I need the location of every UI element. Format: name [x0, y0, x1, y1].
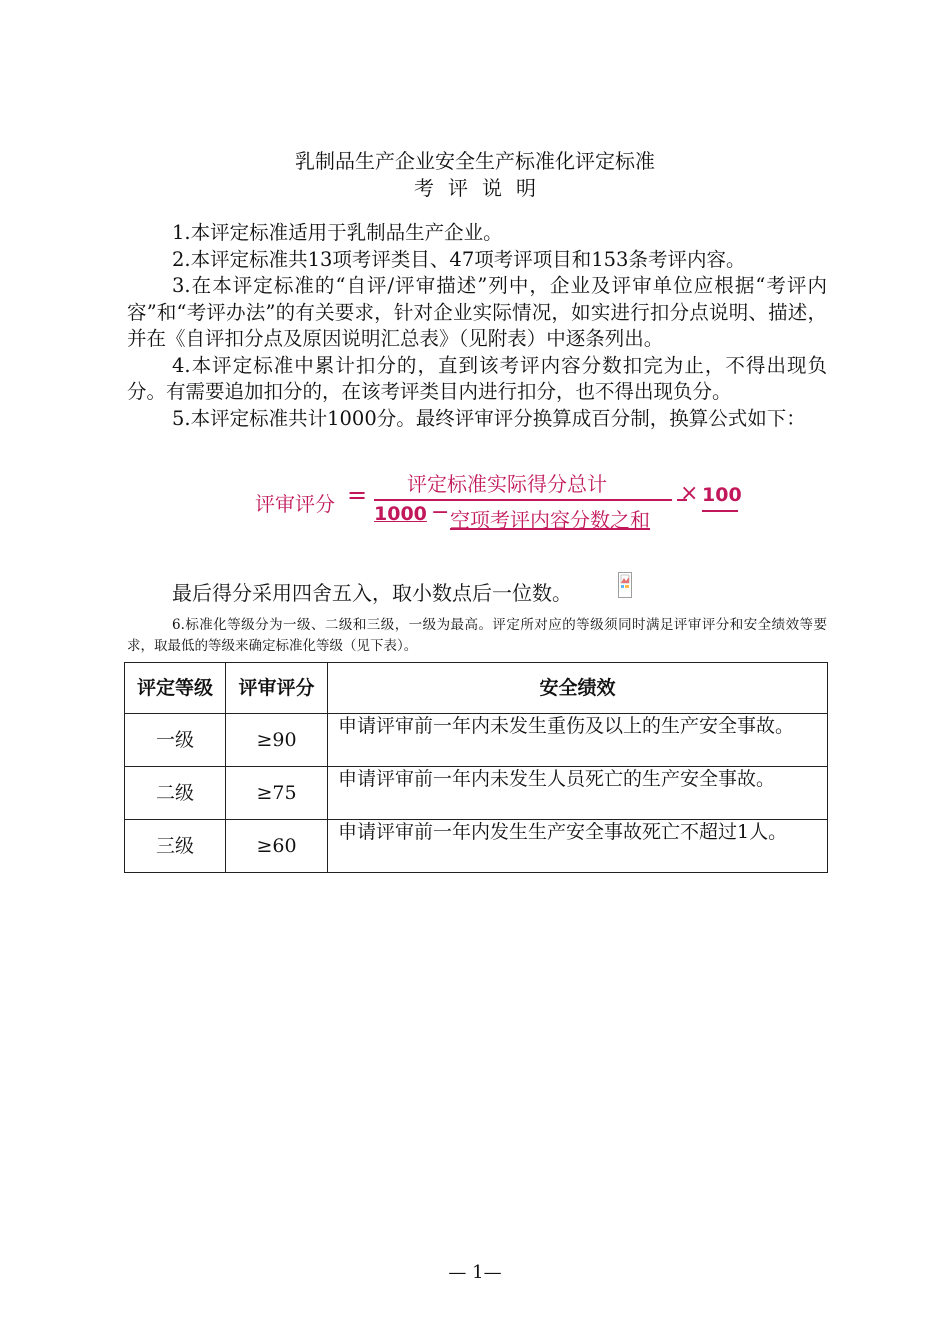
formula-denominator-term: 空项考评内容分数之和 — [450, 508, 650, 532]
formula-numerator: 评定标准实际得分总计 — [407, 472, 607, 496]
table-header-row — [125, 663, 828, 714]
formula-times: × — [680, 481, 699, 506]
table-row — [125, 714, 828, 767]
rounding-note: 最后得分采用四舍五入，取小数点后一位数。 — [172, 581, 572, 605]
header-grade: 评定等级 — [125, 663, 226, 714]
grade-note-text: 6.标准化等级分为一级、二级和三级，一级为最高。评定所对应的等级须同时满足评审评分和安全绩效等要求，取最低的等级来确定标准化等级（见下表）。 — [127, 617, 827, 654]
paragraph-2: 2.本评定标准共13项考评类目、47项考评项目和153条考评内容。 — [172, 247, 746, 271]
fraction-bar — [374, 499, 672, 501]
score-cell: ≥75 — [226, 767, 328, 820]
formula-minus: − — [431, 500, 450, 525]
formula-multiplier: 100 — [702, 484, 742, 506]
formula-equals: = — [347, 481, 368, 509]
paragraph-3: 3.在本评定标准的“自评/评审描述”列中，企业及评审单位应根据“考评内容”和“考评办法”的有关要求，针对企业实际情况，如实进行扣分点说明、描述，并在《自评扣分点及原因说明汇总表》（见附表）中逐条列出。 — [127, 274, 827, 350]
grade-note — [127, 615, 827, 657]
table-row — [125, 820, 828, 873]
score-cell: ≥60 — [226, 820, 328, 873]
grade-cell: 三级 — [125, 820, 226, 873]
performance-cell: 申请评审前一年内未发生人员死亡的生产安全事故。 — [328, 767, 828, 820]
page-number: — 1— — [448, 1262, 502, 1283]
paragraph-1: 1.本评定标准适用于乳制品生产企业。 — [172, 221, 503, 244]
broken-image-icon — [618, 572, 632, 598]
formula-lhs: 评审评分 — [255, 492, 335, 516]
instructions-body — [127, 220, 827, 432]
grade-cell: 二级 — [125, 767, 226, 820]
header-score: 评审评分 — [226, 663, 328, 714]
document-title: 乳制品生产企业安全生产标准化评定标准 — [295, 149, 655, 173]
multiplier-underline — [702, 510, 738, 512]
header-performance: 安全绩效 — [328, 663, 828, 714]
score-cell: ≥90 — [226, 714, 328, 767]
grade-cell: 一级 — [125, 714, 226, 767]
paragraph-4: 4.本评定标准中累计扣分的，直到该考评内容分数扣完为止，不得出现负分。有需要追加扣分的，在该考评类目内进行扣分，也不得出现负分。 — [127, 353, 827, 403]
paragraph-5: 5.本评定标准共计1000分。最终评审评分换算成百分制，换算公式如下： — [172, 406, 806, 430]
performance-cell: 申请评审前一年内发生生产安全事故死亡不超过1人。 — [328, 820, 828, 873]
score-conversion-formula — [255, 468, 755, 532]
document-subtitle: 考评说明 — [414, 176, 550, 200]
grade-table — [124, 662, 828, 873]
formula-denominator-value: 1000 — [374, 503, 427, 525]
table-row — [125, 767, 828, 820]
performance-cell: 申请评审前一年内未发生重伤及以上的生产安全事故。 — [328, 714, 828, 767]
